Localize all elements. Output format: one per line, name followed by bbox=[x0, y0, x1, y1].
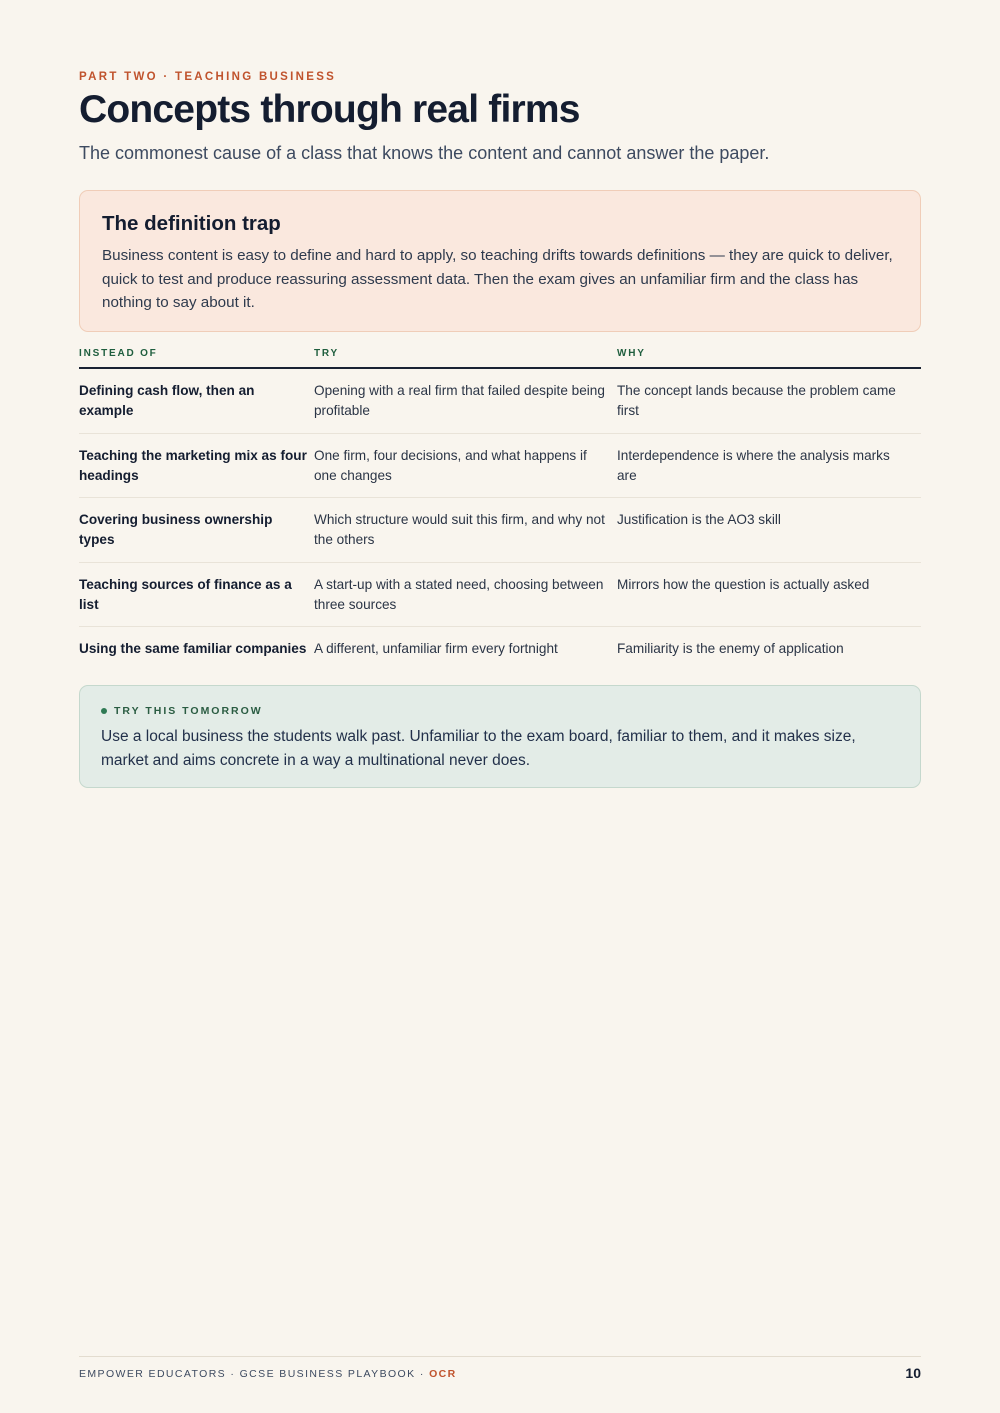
table-row bbox=[79, 434, 921, 499]
cell-instead-of: Using the same familiar companies bbox=[79, 641, 307, 656]
cell-instead-of: Covering business ownership types bbox=[79, 512, 273, 547]
header-why: WHY bbox=[617, 348, 646, 359]
cell-try: Which structure would suit this firm, and why not the others bbox=[314, 512, 605, 547]
tip-label bbox=[101, 704, 899, 718]
cell-why: Familiarity is the enemy of application bbox=[617, 641, 844, 656]
table-row bbox=[79, 563, 921, 628]
table-row bbox=[79, 627, 921, 692]
page-number: 10 bbox=[905, 1365, 921, 1381]
page-footer bbox=[79, 1356, 921, 1387]
cell-instead-of: Teaching the marketing mix as four headings bbox=[79, 447, 307, 483]
header-instead-of: INSTEAD OF bbox=[79, 348, 158, 359]
cell-why: Justification is the AO3 skill bbox=[617, 512, 781, 527]
footer-text bbox=[79, 1368, 457, 1380]
cell-why: Interdependence is where the analysis marks are bbox=[617, 447, 890, 483]
callout-title: The definition trap bbox=[102, 212, 281, 235]
cell-why: Mirrors how the question is actually asked bbox=[617, 576, 870, 592]
section-eyebrow: PART TWO · TEACHING BUSINESS bbox=[79, 71, 337, 83]
definition-trap-callout bbox=[79, 190, 921, 332]
footer-exam-board: OCR bbox=[429, 1368, 457, 1380]
footer-publication: EMPOWER EDUCATORS · GCSE BUSINESS PLAYBOOK · bbox=[79, 1368, 430, 1380]
header-try: TRY bbox=[314, 348, 340, 359]
cell-try: Opening with a real firm that failed despite being profitable bbox=[314, 383, 605, 418]
page-title: Concepts through real firms bbox=[79, 88, 580, 131]
bullet-dot-icon bbox=[101, 708, 107, 714]
page-subtitle: The commonest cause of a class that knows the content and cannot answer the paper. bbox=[79, 143, 770, 163]
try-this-tomorrow-callout bbox=[79, 685, 921, 788]
callout-body: Business content is easy to define and hard to apply, so teaching drifts towards definitions — they are quick to deliver, quick to test and produce reassuring assessment data. Then the exam gives an unfamiliar firm and the class has nothing to say about it. bbox=[102, 247, 893, 311]
cell-instead-of: Defining cash flow, then an example bbox=[79, 383, 255, 418]
tip-label-text: TRY THIS TOMORROW bbox=[114, 705, 263, 717]
table-header bbox=[79, 342, 921, 369]
cell-try: A start-up with a stated need, choosing between three sources bbox=[314, 576, 604, 612]
cell-try: A different, unfamiliar firm every fortnight bbox=[314, 641, 558, 656]
cell-why: The concept lands because the problem came first bbox=[617, 383, 896, 418]
comparison-table bbox=[79, 342, 921, 692]
cell-try: One firm, four decisions, and what happens if one changes bbox=[314, 447, 587, 483]
tip-body: Use a local business the students walk past. Unfamiliar to the exam board, familiar to them, and it makes size, market and aims concrete in a way a multinational never does. bbox=[101, 728, 856, 769]
table-row bbox=[79, 369, 921, 434]
table-row bbox=[79, 498, 921, 563]
cell-instead-of: Teaching sources of finance as a list bbox=[79, 576, 292, 612]
